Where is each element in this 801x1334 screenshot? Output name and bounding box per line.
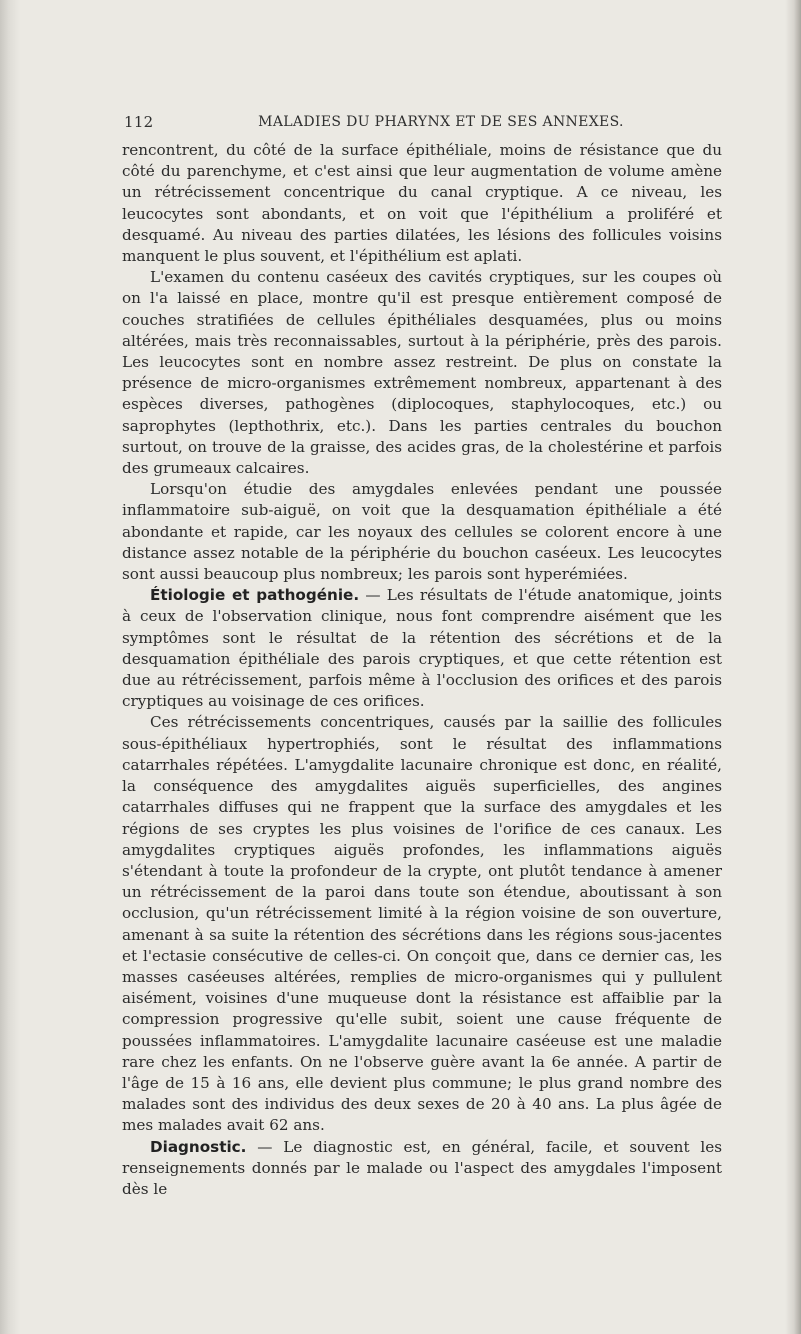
running-head: MALADIES DU PHARYNX ET DE SES ANNEXES. [258, 114, 624, 130]
paragraph-diagnostic-text: — Le diagnostic est, en général, facile, et souvent les renseignements donnés par le malade ou l'aspect des amygdales l'imposent dès le [122, 1137, 722, 1198]
paragraph-2-text: L'examen du contenu caséeux des cavités cryptiques, sur les coupes où on l'a laissé en place, montre qu'il est presque entièrement composé de couches stratifiées de cellules épithéliales desquamées, plus ou moins altérées, mais très reconnaissables, surtout à la périphérie, près des parois. Les leucocytes sont en nombre assez restreint. De plus on constate la présence de micro-organismes extrêmement nombreux, appartenant à des espèces diverses, pathogènes (diplocoques, staphylocoques, etc.) ou saprophytes (lepthothrix, etc.). Dans les parties centrales du bouchon surtout, on trouve de la graisse, des acides gras, de la cholestérine et parfois des grumeaux calcaires. [122, 268, 722, 478]
page-number: 112 [124, 113, 154, 131]
page-edge-shadow [785, 0, 801, 1334]
paragraph-etiologie [122, 585, 722, 712]
paragraph-etiologie-text: — Les résultats de l'étude anatomique, joints à ceux de l'observation clinique, nous font comprendre aisément que les symptômes sont le résultat de la rétention des sécrétions et de la desquamation épithéliale des parois cryptiques, et que cette rétention est due au rétrécissement, parfois même à l'occlusion des orifices et des parois cryptiques au voisinage de ces orifices. [122, 586, 722, 711]
paragraph-5-text: Ces rétrécissements concentriques, causés par la saillie des follicules sous-épithéliaux hypertrophiés, sont le résultat des inflammations catarrhales répétées. L'amygdalite lacunaire chronique est donc, en réalité, la conséquence des amygdalites aiguës superficielles, des angines catarrhales diffuses qui ne frappent que la surface des amygdales et les régions de ses cryptes les plus voisines de l'orifice de ces canaux. Les amygdalites cryptiques aiguës profondes, les inflammations aiguës s'étendant à toute la profondeur de la crypte, ont plutôt tendance à amener un rétrécissement de la paroi dans toute son étendue, aboutissant à son occlusion, qu'un rétrécissement limité à la région voisine de son ouverture, amenant à sa suite la rétention des sécrétions dans les régions sous-jacentes et l'ectasie consécutive de celles-ci. On conçoit que, dans ce dernier cas, les masses caséeuses altérées, remplies de micro-organismes qui y pullulent aisément, voisines d'une muqueuse dont la résistance est affaiblie par la compression progressive qu'elle subit, soient une cause fréquente de poussées inflammatoires. L'amygdalite lacunaire caséeuse est une maladie rare chez les enfants. On ne l'observe guère avant la 6e année. A partir de l'âge de 15 à 16 ans, elle devient plus commune; le plus grand nombre des malades sont des individus des deux sexes de 20 à 40 ans. La plus âgée de mes malades avait 62 ans. [122, 713, 722, 1135]
paragraph-3-text: Lorsqu'on étudie des amygdales enlevées pendant une poussée inflammatoire sub-aiguë, on voit que la desquamation épithéliale a été abondante et rapide, car les noyaux des cellules se colorent encore à une distance assez notable de la périphérie du bouchon caséeux. Les leucocytes sont aussi beaucoup plus nombreux; les parois sont hyperémiées. [122, 480, 722, 584]
paragraph-5 [122, 712, 722, 1136]
paragraph-2 [122, 267, 722, 479]
section-title-etiologie: Étiologie et pathogénie. [150, 586, 360, 605]
paragraph-diagnostic [122, 1137, 722, 1201]
paragraph-1 [122, 140, 722, 267]
page-header [124, 113, 722, 137]
paragraph-1-text: rencontrent, du côté de la surface épithéliale, moins de résistance que du côté du parenchyme, et c'est ainsi que leur augmentation de volume amène un rétrécissement concentrique du canal cryptique. A ce niveau, les leucocytes sont abondants, et on voit que l'épithélium a proliféré et desquamé. Au niveau des parties dilatées, les lésions des follicules voisins manquent le plus souvent, et l'épithélium est aplati. [122, 141, 722, 266]
page-gutter-shadow [0, 0, 20, 1334]
body-text [122, 140, 722, 1200]
paragraph-3 [122, 479, 722, 585]
section-title-diagnostic: Diagnostic. [150, 1137, 247, 1156]
